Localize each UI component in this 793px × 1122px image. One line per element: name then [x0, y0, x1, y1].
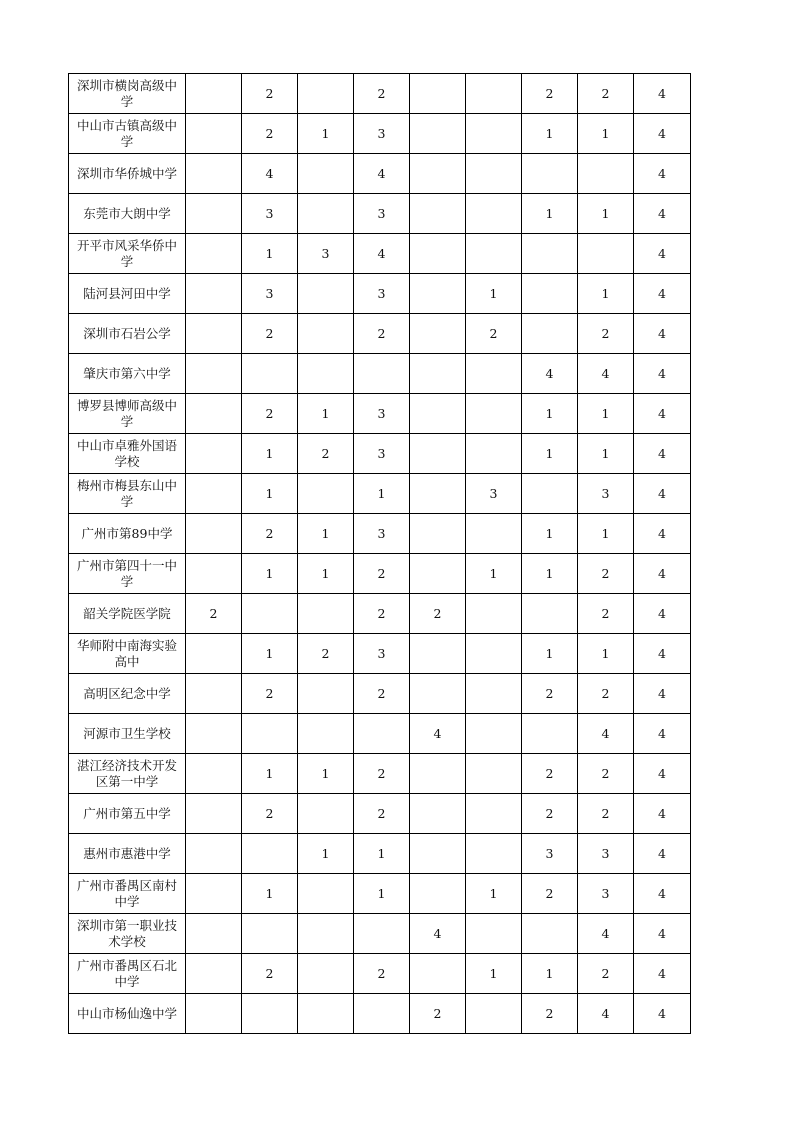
value-cell — [522, 274, 578, 314]
value-cell: 2 — [578, 314, 634, 354]
value-cell: 2 — [578, 754, 634, 794]
value-cell — [410, 634, 466, 674]
value-cell: 2 — [578, 954, 634, 994]
school-name-cell: 广州市番禺区石北中学 — [69, 954, 186, 994]
value-cell: 1 — [298, 754, 354, 794]
value-cell: 2 — [354, 674, 410, 714]
value-cell — [186, 554, 242, 594]
value-cell — [466, 754, 522, 794]
value-cell: 4 — [634, 194, 691, 234]
table-row — [69, 314, 691, 354]
table-body — [69, 74, 691, 1034]
value-cell: 4 — [634, 154, 691, 194]
school-name-cell: 广州市第五中学 — [69, 794, 186, 834]
value-cell: 1 — [354, 474, 410, 514]
school-name-cell: 陆河县河田中学 — [69, 274, 186, 314]
value-cell — [186, 674, 242, 714]
value-cell — [466, 514, 522, 554]
table-row — [69, 794, 691, 834]
value-cell — [410, 434, 466, 474]
value-cell: 4 — [578, 994, 634, 1034]
value-cell — [242, 594, 298, 634]
table-row — [69, 714, 691, 754]
value-cell — [354, 994, 410, 1034]
value-cell: 4 — [634, 354, 691, 394]
table-row — [69, 154, 691, 194]
value-cell: 1 — [298, 394, 354, 434]
school-name-cell: 中山市卓雅外国语学校 — [69, 434, 186, 474]
table-row — [69, 354, 691, 394]
school-name-cell: 河源市卫生学校 — [69, 714, 186, 754]
value-cell — [522, 234, 578, 274]
value-cell: 4 — [634, 274, 691, 314]
value-cell — [186, 154, 242, 194]
school-name-cell: 广州市第89中学 — [69, 514, 186, 554]
school-name-cell: 中山市杨仙逸中学 — [69, 994, 186, 1034]
value-cell — [186, 194, 242, 234]
value-cell — [466, 234, 522, 274]
value-cell: 4 — [634, 514, 691, 554]
value-cell — [186, 234, 242, 274]
value-cell: 2 — [242, 514, 298, 554]
value-cell — [410, 194, 466, 234]
school-name-cell: 韶关学院医学院 — [69, 594, 186, 634]
value-cell: 4 — [634, 434, 691, 474]
value-cell: 1 — [298, 114, 354, 154]
value-cell — [186, 474, 242, 514]
value-cell — [186, 634, 242, 674]
value-cell: 2 — [578, 554, 634, 594]
table-row — [69, 634, 691, 674]
school-name-cell: 深圳市横岗高级中学 — [69, 74, 186, 114]
value-cell — [242, 714, 298, 754]
value-cell: 4 — [354, 234, 410, 274]
value-cell: 2 — [578, 674, 634, 714]
value-cell — [186, 874, 242, 914]
value-cell: 1 — [466, 274, 522, 314]
value-cell: 4 — [634, 114, 691, 154]
value-cell: 2 — [242, 114, 298, 154]
value-cell: 1 — [466, 554, 522, 594]
value-cell — [298, 994, 354, 1034]
value-cell: 2 — [298, 434, 354, 474]
value-cell: 4 — [634, 634, 691, 674]
value-cell: 1 — [578, 194, 634, 234]
value-cell: 2 — [354, 954, 410, 994]
value-cell — [466, 914, 522, 954]
value-cell — [578, 234, 634, 274]
value-cell — [410, 794, 466, 834]
value-cell — [298, 154, 354, 194]
value-cell: 2 — [354, 754, 410, 794]
value-cell: 1 — [522, 114, 578, 154]
value-cell: 3 — [242, 274, 298, 314]
value-cell: 4 — [522, 354, 578, 394]
value-cell — [298, 954, 354, 994]
value-cell: 1 — [242, 474, 298, 514]
value-cell: 2 — [522, 674, 578, 714]
value-cell — [466, 714, 522, 754]
value-cell: 1 — [466, 874, 522, 914]
value-cell: 1 — [242, 554, 298, 594]
value-cell: 2 — [578, 594, 634, 634]
value-cell: 3 — [354, 634, 410, 674]
value-cell: 3 — [578, 834, 634, 874]
value-cell — [242, 914, 298, 954]
value-cell — [410, 554, 466, 594]
value-cell: 4 — [634, 754, 691, 794]
value-cell: 1 — [578, 634, 634, 674]
value-cell — [298, 914, 354, 954]
value-cell: 1 — [522, 194, 578, 234]
value-cell: 2 — [242, 674, 298, 714]
value-cell: 1 — [522, 554, 578, 594]
value-cell — [522, 914, 578, 954]
value-cell: 2 — [522, 994, 578, 1034]
value-cell: 3 — [578, 874, 634, 914]
value-cell — [410, 674, 466, 714]
value-cell — [466, 674, 522, 714]
value-cell — [186, 914, 242, 954]
school-name-cell: 广州市番禺区南村中学 — [69, 874, 186, 914]
value-cell: 3 — [354, 194, 410, 234]
value-cell — [186, 394, 242, 434]
value-cell — [186, 954, 242, 994]
value-cell: 2 — [186, 594, 242, 634]
value-cell — [298, 74, 354, 114]
value-cell: 3 — [578, 474, 634, 514]
value-cell — [466, 434, 522, 474]
value-cell: 2 — [578, 74, 634, 114]
value-cell — [186, 434, 242, 474]
value-cell: 2 — [522, 794, 578, 834]
value-cell: 2 — [298, 634, 354, 674]
value-cell — [298, 594, 354, 634]
value-cell — [242, 354, 298, 394]
value-cell: 1 — [242, 434, 298, 474]
value-cell — [298, 314, 354, 354]
value-cell: 4 — [634, 794, 691, 834]
school-name-cell: 深圳市第一职业技术学校 — [69, 914, 186, 954]
value-cell — [186, 834, 242, 874]
table-row — [69, 74, 691, 114]
value-cell — [354, 914, 410, 954]
value-cell: 4 — [634, 74, 691, 114]
value-cell: 2 — [354, 74, 410, 114]
value-cell — [466, 74, 522, 114]
value-cell: 2 — [522, 754, 578, 794]
table-row — [69, 914, 691, 954]
value-cell — [466, 994, 522, 1034]
value-cell: 2 — [242, 394, 298, 434]
value-cell — [410, 474, 466, 514]
value-cell: 1 — [298, 834, 354, 874]
value-cell: 4 — [634, 474, 691, 514]
value-cell: 3 — [466, 474, 522, 514]
value-cell: 4 — [634, 954, 691, 994]
value-cell — [298, 194, 354, 234]
value-cell: 4 — [634, 914, 691, 954]
school-name-cell: 东莞市大朗中学 — [69, 194, 186, 234]
school-name-cell: 梅州市梅县东山中学 — [69, 474, 186, 514]
value-cell — [466, 834, 522, 874]
value-cell — [410, 514, 466, 554]
value-cell — [466, 594, 522, 634]
value-cell: 2 — [354, 594, 410, 634]
value-cell — [298, 474, 354, 514]
table-row — [69, 954, 691, 994]
value-cell: 4 — [634, 594, 691, 634]
value-cell — [186, 74, 242, 114]
value-cell: 3 — [354, 394, 410, 434]
school-name-cell: 开平市风采华侨中学 — [69, 234, 186, 274]
value-cell — [186, 994, 242, 1034]
value-cell — [186, 514, 242, 554]
school-name-cell: 惠州市惠港中学 — [69, 834, 186, 874]
value-cell: 3 — [242, 194, 298, 234]
value-cell: 3 — [354, 434, 410, 474]
value-cell: 2 — [410, 994, 466, 1034]
value-cell — [298, 874, 354, 914]
value-cell: 2 — [354, 314, 410, 354]
table-row — [69, 834, 691, 874]
value-cell — [354, 714, 410, 754]
table-row — [69, 474, 691, 514]
value-cell: 2 — [522, 74, 578, 114]
value-cell: 3 — [354, 514, 410, 554]
value-cell: 2 — [242, 794, 298, 834]
value-cell — [186, 754, 242, 794]
value-cell: 4 — [634, 834, 691, 874]
value-cell — [410, 114, 466, 154]
value-cell: 1 — [242, 234, 298, 274]
value-cell: 1 — [242, 874, 298, 914]
value-cell — [298, 274, 354, 314]
value-cell: 1 — [522, 514, 578, 554]
school-name-cell: 高明区纪念中学 — [69, 674, 186, 714]
value-cell: 3 — [354, 114, 410, 154]
value-cell — [466, 354, 522, 394]
value-cell: 4 — [634, 314, 691, 354]
value-cell: 1 — [298, 554, 354, 594]
value-cell: 4 — [634, 234, 691, 274]
value-cell: 4 — [578, 914, 634, 954]
value-cell — [522, 154, 578, 194]
value-cell: 2 — [578, 794, 634, 834]
value-cell — [410, 874, 466, 914]
value-cell: 3 — [522, 834, 578, 874]
value-cell: 3 — [298, 234, 354, 274]
table-row — [69, 554, 691, 594]
value-cell: 1 — [354, 874, 410, 914]
value-cell: 4 — [410, 914, 466, 954]
value-cell: 4 — [242, 154, 298, 194]
value-cell — [466, 794, 522, 834]
value-cell: 2 — [354, 554, 410, 594]
value-cell: 4 — [354, 154, 410, 194]
value-cell: 2 — [242, 954, 298, 994]
value-cell: 4 — [634, 674, 691, 714]
table-row — [69, 994, 691, 1034]
value-cell — [466, 394, 522, 434]
value-cell — [298, 714, 354, 754]
school-name-cell: 深圳市华侨城中学 — [69, 154, 186, 194]
value-cell: 4 — [634, 394, 691, 434]
table-row — [69, 394, 691, 434]
table-row — [69, 874, 691, 914]
value-cell: 2 — [466, 314, 522, 354]
school-name-cell: 广州市第四十一中学 — [69, 554, 186, 594]
value-cell: 1 — [354, 834, 410, 874]
value-cell — [298, 354, 354, 394]
value-cell: 1 — [298, 514, 354, 554]
school-name-cell: 湛江经济技术开发区第一中学 — [69, 754, 186, 794]
value-cell — [186, 114, 242, 154]
value-cell — [410, 154, 466, 194]
school-name-cell: 深圳市石岩公学 — [69, 314, 186, 354]
school-name-cell: 肇庆市第六中学 — [69, 354, 186, 394]
value-cell: 1 — [242, 634, 298, 674]
value-cell: 2 — [522, 874, 578, 914]
value-cell: 4 — [634, 874, 691, 914]
value-cell: 1 — [522, 394, 578, 434]
data-table — [68, 73, 691, 1034]
value-cell: 1 — [578, 514, 634, 554]
value-cell: 1 — [466, 954, 522, 994]
value-cell — [522, 474, 578, 514]
value-cell — [410, 394, 466, 434]
table-row — [69, 434, 691, 474]
value-cell — [242, 834, 298, 874]
value-cell: 2 — [354, 794, 410, 834]
value-cell: 2 — [242, 314, 298, 354]
table-row — [69, 594, 691, 634]
value-cell — [522, 314, 578, 354]
value-cell — [410, 954, 466, 994]
value-cell — [466, 154, 522, 194]
value-cell — [186, 714, 242, 754]
value-cell — [186, 274, 242, 314]
value-cell: 1 — [522, 954, 578, 994]
value-cell: 4 — [578, 714, 634, 754]
table-row — [69, 274, 691, 314]
value-cell — [522, 594, 578, 634]
value-cell — [578, 154, 634, 194]
value-cell — [410, 754, 466, 794]
value-cell — [242, 994, 298, 1034]
value-cell — [466, 114, 522, 154]
value-cell — [410, 834, 466, 874]
table-row — [69, 514, 691, 554]
school-name-cell: 博罗县博师高级中学 — [69, 394, 186, 434]
value-cell — [410, 274, 466, 314]
value-cell: 4 — [634, 714, 691, 754]
value-cell: 1 — [242, 754, 298, 794]
school-name-cell: 华师附中南海实验高中 — [69, 634, 186, 674]
value-cell: 1 — [578, 394, 634, 434]
value-cell: 3 — [354, 274, 410, 314]
table-row — [69, 754, 691, 794]
value-cell: 1 — [522, 434, 578, 474]
value-cell: 2 — [410, 594, 466, 634]
value-cell — [354, 354, 410, 394]
table-row — [69, 114, 691, 154]
value-cell: 1 — [578, 114, 634, 154]
value-cell — [186, 314, 242, 354]
school-name-cell: 中山市古镇高级中学 — [69, 114, 186, 154]
table-row — [69, 194, 691, 234]
value-cell — [298, 794, 354, 834]
value-cell — [186, 794, 242, 834]
value-cell — [410, 234, 466, 274]
value-cell: 4 — [410, 714, 466, 754]
value-cell — [466, 194, 522, 234]
value-cell — [522, 714, 578, 754]
value-cell — [410, 354, 466, 394]
value-cell — [186, 354, 242, 394]
value-cell: 1 — [578, 434, 634, 474]
value-cell — [298, 674, 354, 714]
value-cell — [410, 314, 466, 354]
value-cell: 1 — [522, 634, 578, 674]
value-cell: 4 — [578, 354, 634, 394]
value-cell: 4 — [634, 994, 691, 1034]
value-cell: 2 — [242, 74, 298, 114]
table-row — [69, 674, 691, 714]
value-cell: 1 — [578, 274, 634, 314]
value-cell — [410, 74, 466, 114]
value-cell: 4 — [634, 554, 691, 594]
value-cell — [466, 634, 522, 674]
table-row — [69, 234, 691, 274]
